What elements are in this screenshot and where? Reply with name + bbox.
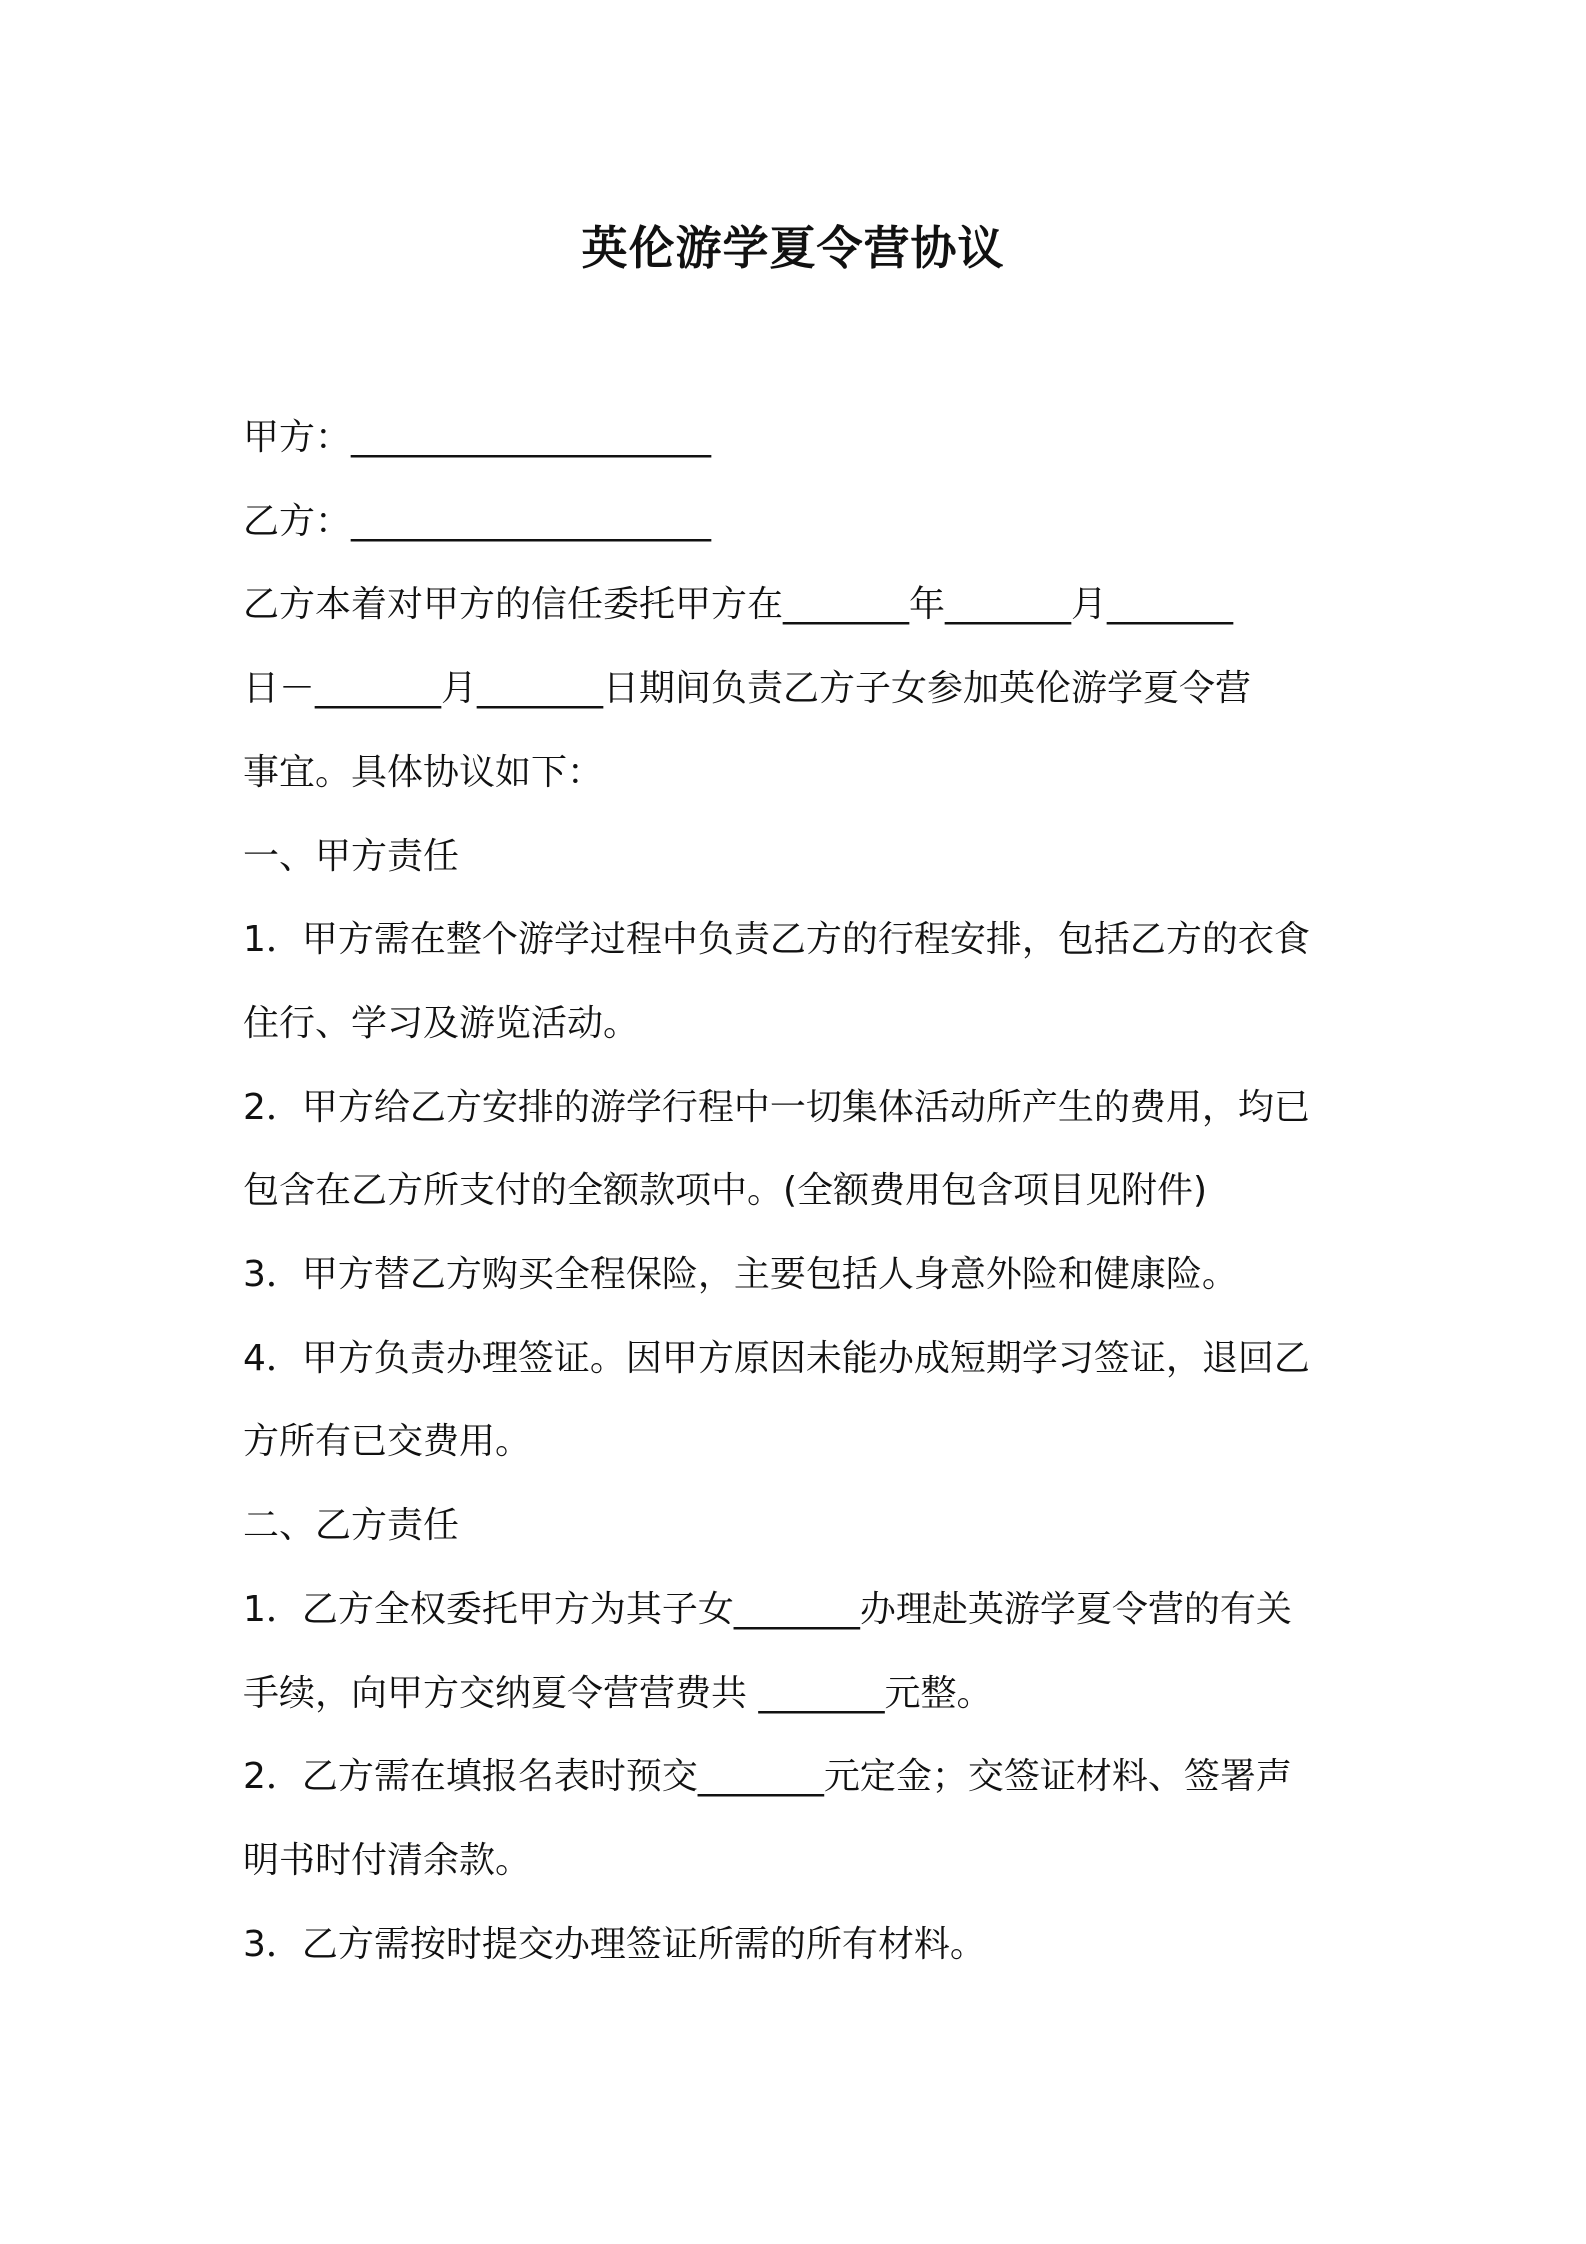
party-a-clause-3: 3．甲方替乙方购买全程保险，主要包括人身意外险和健康险。: [243, 1254, 1238, 1295]
party-b-clause-2-line-2: 明书时付清余款。: [243, 1840, 532, 1881]
party-a-line: 甲方：____________________: [243, 417, 712, 458]
party-a-clause-2-line-1: 2．甲方给乙方安排的游学行程中一切集体活动所产生的费用，均已: [243, 1087, 1310, 1128]
party-b-line: 乙方：____________________: [243, 501, 712, 542]
party-b-clause-1-line-2: 手续，向甲方交纳夏令营营费共 _______元整。: [243, 1673, 993, 1714]
party-a-clause-1-line-1: 1．甲方需在整个游学过程中负责乙方的行程安排，包括乙方的衣食: [243, 919, 1310, 960]
party-a-clause-1-line-2: 住行、学习及游览活动。: [243, 1003, 640, 1044]
party-a-clause-4-line-2: 方所有已交费用。: [243, 1421, 532, 1462]
party-b-clause-2-line-1: 2．乙方需在填报名表时预交_______元定金；交签证材料、签署声: [243, 1756, 1292, 1797]
intro-line-3: 事宜。具体协议如下：: [243, 752, 604, 793]
section-heading-party-b: 二、乙方责任: [243, 1505, 460, 1546]
party-a-clause-2-line-2: 包含在乙方所支付的全额款项中。(全额费用包含项目见附件): [243, 1170, 1208, 1211]
intro-line-2: 日－_______月_______日期间负责乙方子女参加英伦游学夏令营: [243, 668, 1252, 709]
intro-line-1: 乙方本着对甲方的信任委托甲方在_______年_______月_______: [243, 584, 1234, 625]
party-b-clause-3: 3．乙方需按时提交办理签证所需的所有材料。: [243, 1924, 986, 1965]
party-b-clause-1-line-1: 1．乙方全权委托甲方为其子女_______办理赴英游学夏令营的有关: [243, 1589, 1292, 1630]
section-heading-party-a: 一、甲方责任: [243, 836, 460, 877]
party-a-clause-4-line-1: 4．甲方负责办理签证。因甲方原因未能办成短期学习签证，退回乙: [243, 1338, 1310, 1379]
document-title: 英伦游学夏令营协议: [581, 221, 1005, 275]
